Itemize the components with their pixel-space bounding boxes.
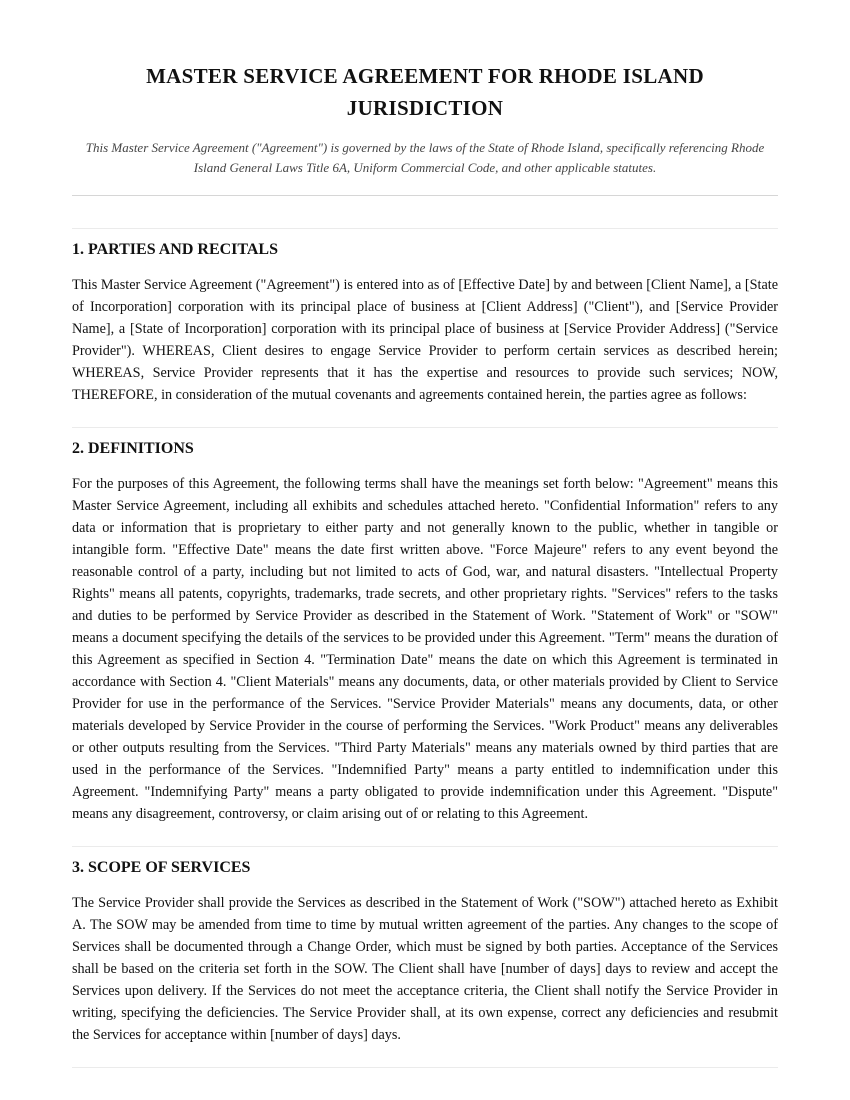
section-body: The Service Provider shall provide the Services as described in the Statement of Work ("SOW") attached hereto as Exhibit A. The SOW may be amended from time to time by mutual written agreement of the parties. Any changes to the scope of Services shall be documented through a Change Order, which must be signed by both parties. Acceptance of the Services shall be based on the criteria set forth in the SOW. The Client shall have [number of days] days to review and accept the Services upon delivery. If the Services do not meet the acceptance criteria, the Client shall notify the Service Provider in writing, specifying the deficiencies. The Service Provider shall, at its own expense, correct any deficiencies and resubmit the Services for acceptance within [number of days] days. xyxy=(72,895,778,1043)
section-definitions xyxy=(72,427,778,825)
section-body: For the purposes of this Agreement, the following terms shall have the meanings set forth below: "Agreement" means this Master Service Agreement, including all exhibits and schedules attached hereto. "Confidential Information" refers to any data or information that is proprietary to either party and not generally known to the public, whether in tangible or intangible form. "Effective Date" means the date first written above. "Force Majeure" refers to any event beyond the reasonable control of a party, including but not limited to acts of God, war, and natural disasters. "Intellectual Property Rights" means all patents, copyrights, trademarks, trade secrets, and other proprietary rights. "Services" refers to the tasks and duties to be performed by Service Provider as described in the Statement of Work. "Statement of Work" or "SOW" means a document specifying the details of the services to be provided under this Agreement. "Term" means the duration of this Agreement as specified in Section 4. "Termination Date" means the date on which this Agreement is terminated in accordance with Section 4. "Client Materials" means any documents, data, or other materials provided by Client to Service Provider for use in the performance of the Services. "Service Provider Materials" means any documents, data, or other materials developed by Service Provider in the course of performing the Services. "Work Product" means any deliverables or other outputs resulting from the Services. "Third Party Materials" means any materials owned by third parties that are used in the performance of the Services. "Indemnified Party" means a party entitled to indemnification under this Agreement. "Indemnifying Party" means a party obligated to provide indemnification under this Agreement. "Dispute" means any disagreement, controversy, or claim arising out of or relating to this Agreement. xyxy=(72,476,778,822)
section-heading: 1. PARTIES AND RECITALS xyxy=(72,241,278,258)
section-parties-and-recitals xyxy=(72,228,778,406)
document-header xyxy=(72,0,778,178)
section-body: This Master Service Agreement ("Agreement") is entered into as of [Effective Date] by and between [Client Name], a [State of Incorporation] corporation with its principal place of business at [Client Address] ("Client"), and [Service Provider Name], a [State of Incorporation] corporation with its principal place of business at [Service Provider Address] ("Service Provider"). WHEREAS, Client desires to engage Service Provider to perform certain services as described herein; WHEREAS, Service Provider represents that it has the expertise and resources to provide such services; NOW, THEREFORE, in consideration of the mutual covenants and agreements contained herein, the parties agree as follows: xyxy=(72,277,778,403)
document-subtitle: This Master Service Agreement ("Agreement") is governed by the laws of the State of Rhode Island, specifically referencing Rhode Island General Laws Title 6A, Uniform Commercial Code, and other applicable statutes. xyxy=(85,140,765,175)
section-divider-bottom xyxy=(72,1067,778,1068)
document-title: MASTER SERVICE AGREEMENT FOR RHODE ISLAND JURISDICTION xyxy=(146,64,704,120)
section-heading: 3. SCOPE OF SERVICES xyxy=(72,859,251,876)
header-divider xyxy=(72,195,778,196)
section-heading: 2. DEFINITIONS xyxy=(72,440,194,457)
section-scope-of-services xyxy=(72,846,778,1046)
